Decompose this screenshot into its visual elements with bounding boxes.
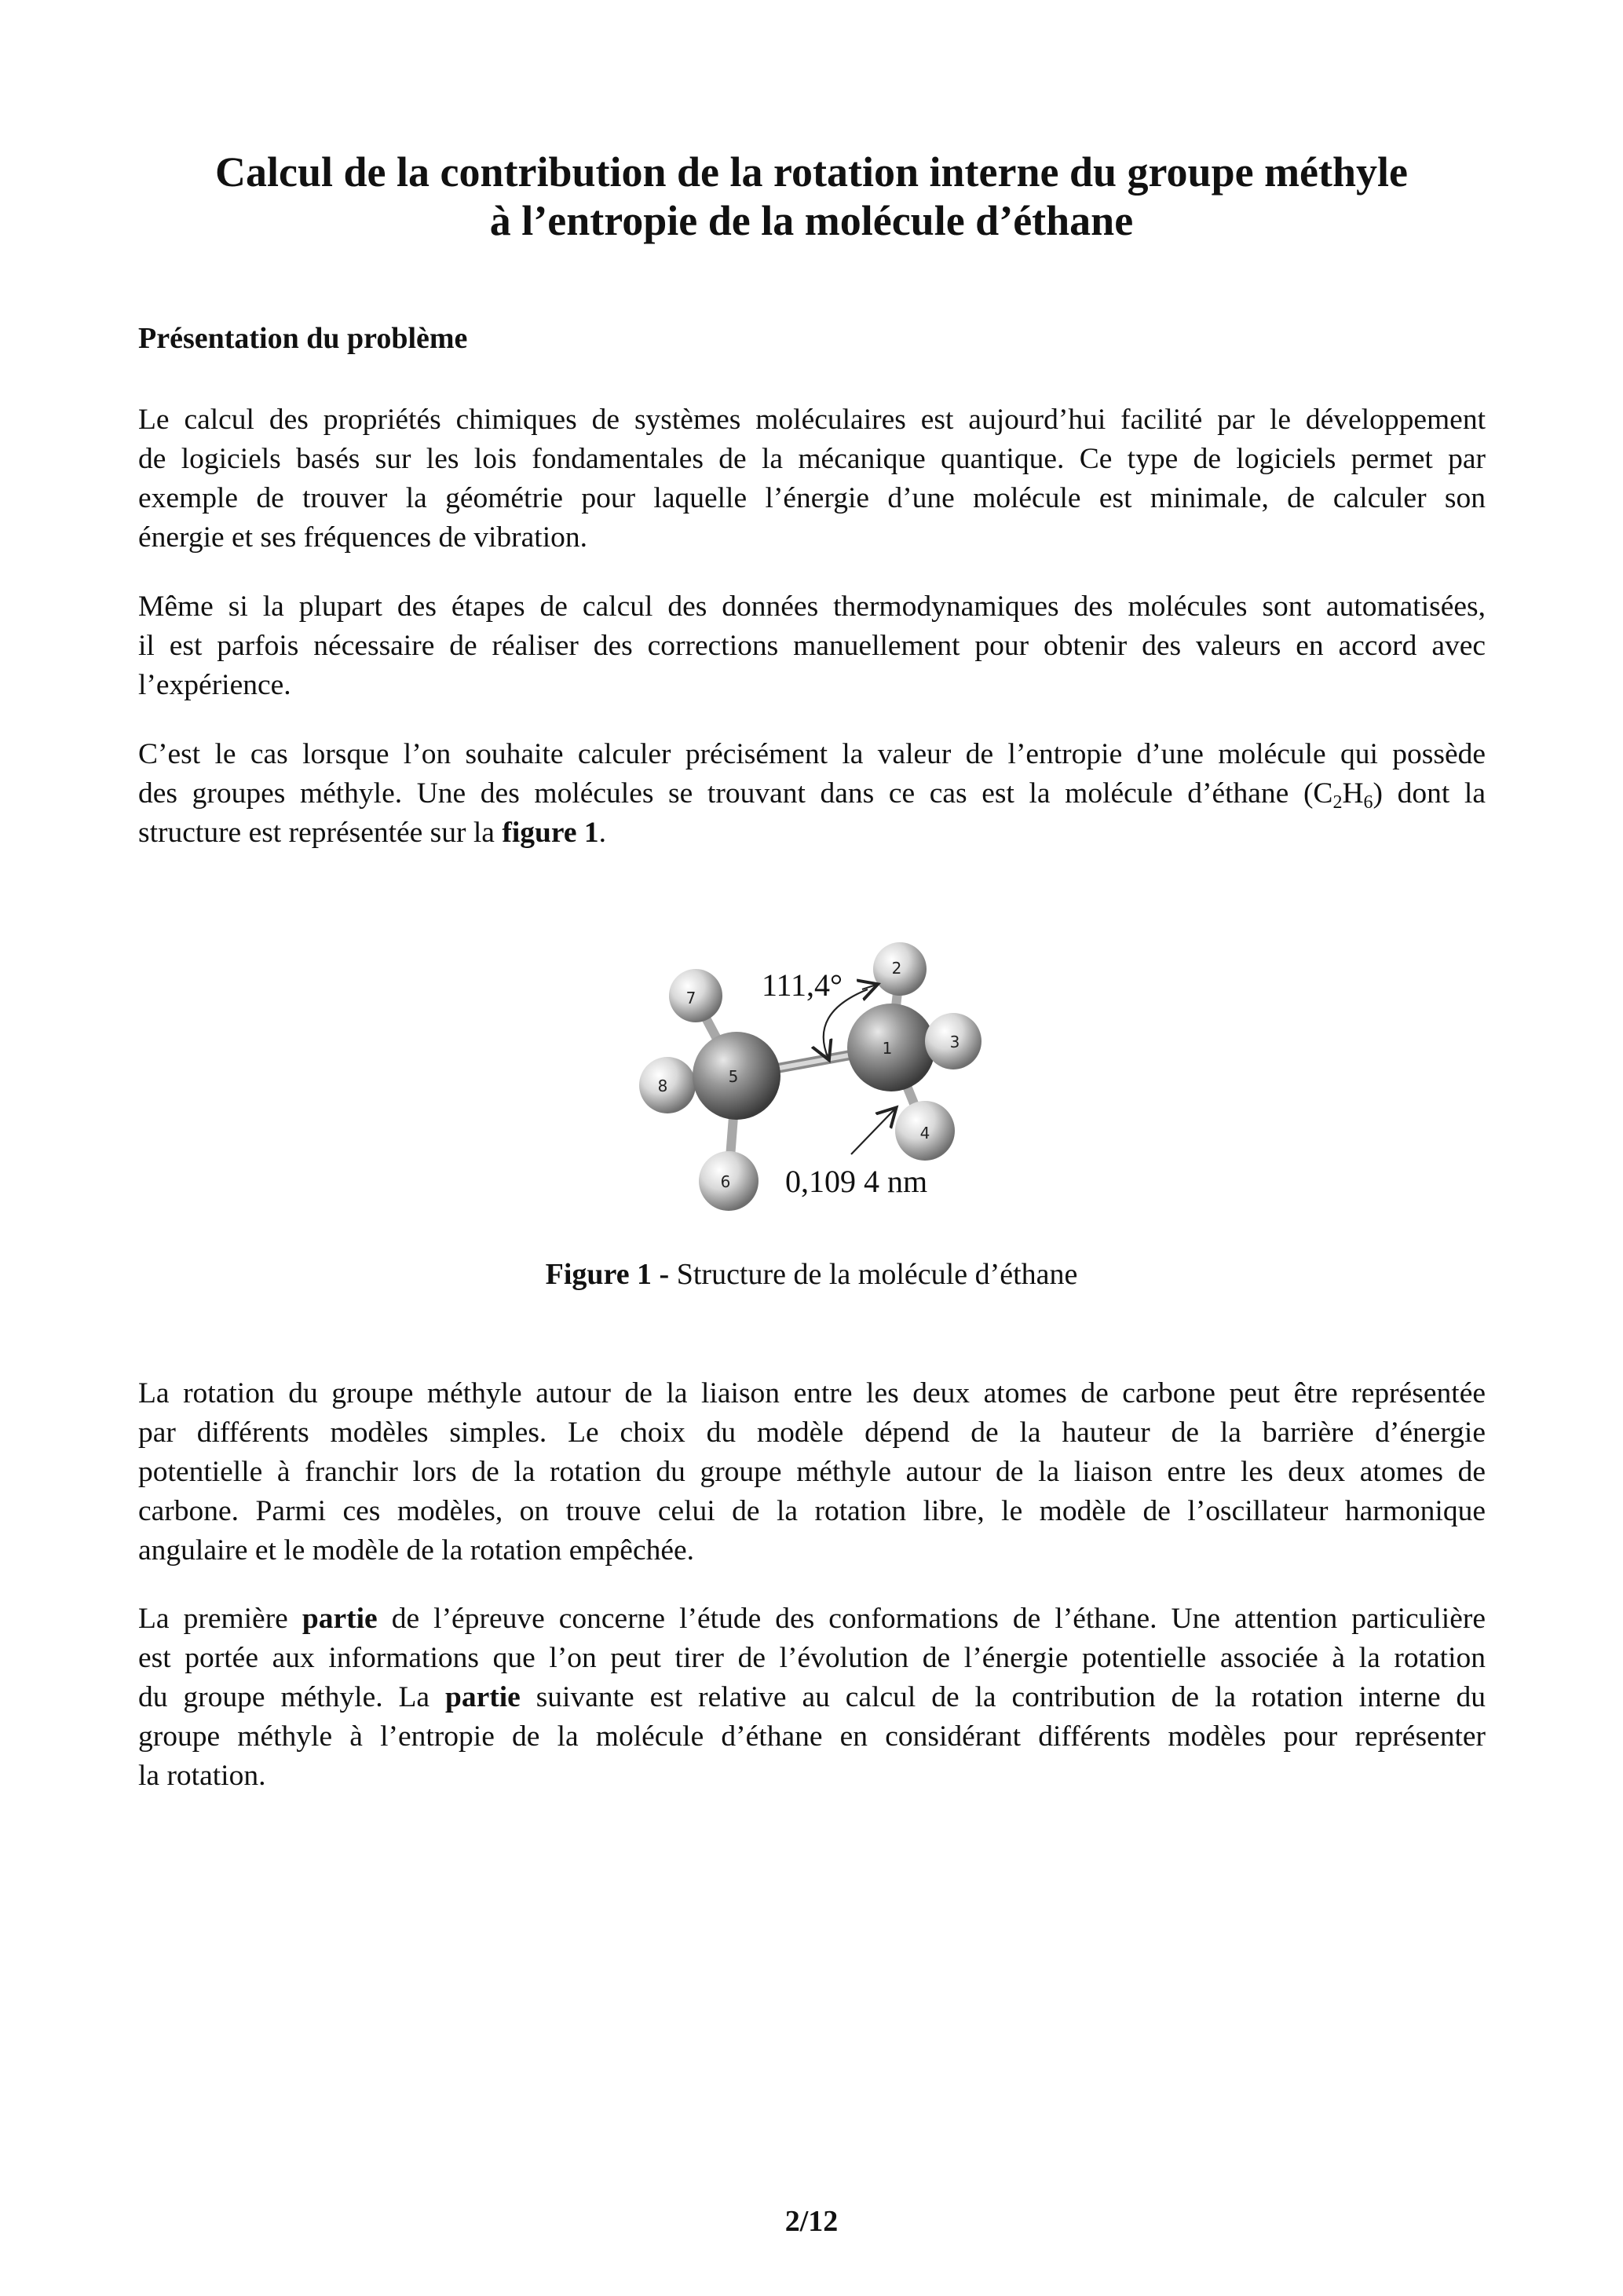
- bold-word: partie: [444, 1681, 521, 1713]
- paragraph-line: énergie et ses fréquences de vibration.: [138, 521, 587, 554]
- paragraph-ethane: [138, 735, 1486, 853]
- angle-label: 111,4°: [762, 967, 843, 1003]
- paragraph-line: [138, 813, 1486, 853]
- caption-label: Figure 1 -: [545, 1258, 670, 1291]
- figure-caption: [0, 1256, 1623, 1292]
- atom-label-5: 5: [728, 1067, 739, 1086]
- paragraph-parts: [138, 1600, 1486, 1796]
- ethane-molecule-figure: [612, 903, 1005, 1233]
- atom-label-3: 3: [949, 1033, 960, 1051]
- subscript: 2: [1332, 792, 1343, 813]
- page-title: [0, 148, 1623, 245]
- atom-label-6: 6: [720, 1172, 731, 1191]
- text-segment: du groupe méthyle. La: [138, 1681, 445, 1713]
- paragraph-line: est portée aux informations que l’on peut tirer de l’évolution de l’énergie potentielle associée à la rotation: [138, 1642, 1486, 1674]
- paragraph-line: potentielle à franchir lors de la rotation du groupe méthyle autour de la liaison entre les deux atomes de: [138, 1456, 1486, 1488]
- bond-length-label: 0,109 4 nm: [785, 1164, 928, 1199]
- section-heading: Présentation du problème: [138, 322, 468, 355]
- paragraph-line: Le calcul des propriétés chimiques de systèmes moléculaires est aujourd’hui facilité par le développement: [138, 404, 1486, 436]
- paragraph-line: la rotation.: [138, 1760, 266, 1792]
- title-line-1: Calcul de la contribution de la rotation interne du groupe méthyle: [214, 148, 1408, 196]
- atom-label-7: 7: [685, 989, 696, 1007]
- page-number: 2/12: [784, 2205, 839, 2238]
- paragraph-line: [138, 1600, 1486, 1639]
- text-segment: des groupes méthyle. Une des molécules se trouvant dans ce cas est la molécule d’éthane (C: [138, 777, 1333, 810]
- paragraph-line: groupe méthyle à l’entropie de la molécule d’éthane en considérant différents modèles pour représenter: [138, 1720, 1486, 1753]
- paragraph-line: C’est le cas lorsque l’on souhaite calculer précisément la valeur de l’entropie d’une molécule qui possède: [138, 738, 1486, 770]
- bold-word: partie: [302, 1603, 378, 1635]
- paragraph-line: [138, 1678, 1486, 1717]
- text-segment: La première: [138, 1603, 302, 1635]
- paragraph-corrections: [138, 587, 1486, 705]
- paragraph-line: carbone. Parmi ces modèles, on trouve celui de la rotation libre, le modèle de l’oscillateur harmonique: [138, 1495, 1486, 1527]
- title-line-2: à l’entropie de la molécule d’éthane: [489, 197, 1134, 244]
- paragraph-line: de logiciels basés sur les lois fondamentales de la mécanique quantique. Ce type de logiciels permet par: [138, 443, 1486, 475]
- paragraph-models: [138, 1374, 1486, 1570]
- text-segment: suivante est relative au calcul de la contribution de la rotation interne du: [520, 1681, 1486, 1713]
- subscript: 6: [1363, 792, 1373, 813]
- atom-label-8: 8: [657, 1077, 668, 1095]
- paragraph-intro: [138, 400, 1486, 558]
- atom-label-2: 2: [891, 959, 902, 978]
- paragraph-line: il est parfois nécessaire de réaliser des corrections manuellement pour obtenir des valeurs en accord avec: [138, 630, 1486, 662]
- caption-text: Structure de la molécule d’éthane: [669, 1258, 1078, 1291]
- atom-label-4: 4: [919, 1124, 930, 1143]
- text-segment: .: [598, 817, 606, 849]
- text-segment: H: [1342, 777, 1364, 810]
- figure-reference: figure 1: [502, 817, 599, 849]
- text-segment: ) dont la: [1373, 777, 1486, 810]
- bond-length-arrow: [851, 1109, 895, 1154]
- paragraph-line: Même si la plupart des étapes de calcul des données thermodynamiques des molécules sont automatisées,: [138, 590, 1486, 623]
- text-segment: structure est représentée sur la: [138, 817, 503, 849]
- text-segment: de l’épreuve concerne l’étude des conformations de l’éthane. Une attention particulière: [377, 1603, 1486, 1635]
- paragraph-line: exemple de trouver la géométrie pour laquelle l’énergie d’une molécule est minimale, de calculer son: [138, 482, 1486, 514]
- paragraph-line: La rotation du groupe méthyle autour de la liaison entre les deux atomes de carbone peut être représentée: [138, 1377, 1486, 1409]
- paragraph-line: par différents modèles simples. Le choix du modèle dépend de la hauteur de la barrière d’énergie: [138, 1417, 1486, 1449]
- paragraph-line: [138, 774, 1486, 813]
- angle-arrow-tip: [862, 985, 876, 989]
- paragraph-line: l’expérience.: [138, 669, 291, 701]
- paragraph-line: angulaire et le modèle de la rotation empêchée.: [138, 1534, 694, 1567]
- atom-label-1: 1: [882, 1039, 893, 1058]
